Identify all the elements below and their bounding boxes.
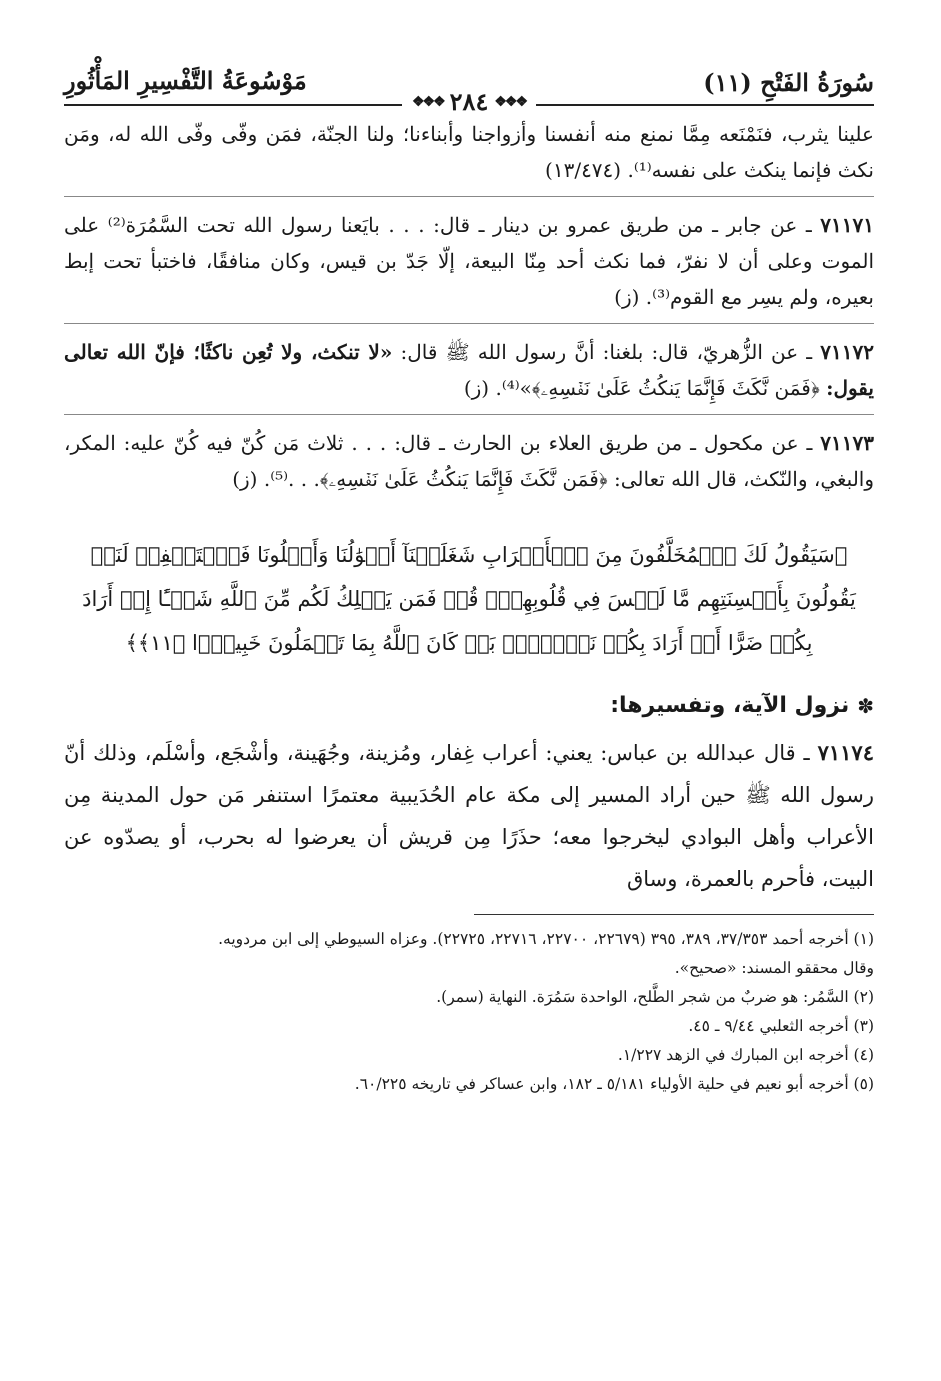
divider bbox=[64, 196, 874, 197]
footnote: (٥) أخرجه أبو نعيم في حلية الأولياء ٥/١٨١ ـ ١٨٢، وابن عساكر في تاريخه ٦٠/٢٢٥. bbox=[354, 1075, 874, 1093]
narration-number: ٧١١٧١ bbox=[820, 213, 874, 237]
narration-text: ـ عن جابر ـ من طريق عمرو بن دينار ـ قال: . . . بايَعنا رسول الله تحت السَّمُرَة⁽²⁾ على الموت وعلى أن لا نفرّ، فما نكث أحد مِنّا البيعة، إلّا جَدّ بن قيس، وكان منافقًا، فاختبأ تحت إبط بعيره، ولم يسِر مع القوم⁽³⁾. (ز) bbox=[64, 213, 874, 309]
book-title: مَوْسُوعَةُ التَّفْسِيرِ المَأْثُورِ bbox=[64, 66, 307, 95]
divider bbox=[64, 414, 874, 415]
narration-text: ـ عن مكحول ـ من طريق العلاء بن الحارث ـ قال: . . . ثلاث مَن كُنّ فيه كُنّ عليه: المكر، والبغي، والنّكث، قال الله تعالى: ﴿فَمَن نَّكَثَ فَإِنَّمَا يَنكُثُ عَلَىٰ نَفۡسِهِۦ﴾. . .⁽⁵⁾. (ز) bbox=[64, 431, 874, 491]
surah-title: سُورَةُ الفَتْحِ (١١) bbox=[703, 68, 874, 97]
page-header bbox=[64, 60, 874, 116]
ornament-right-icon: ❖❖❖ bbox=[494, 93, 526, 110]
narration-number: ٧١١٧٤ bbox=[817, 740, 874, 765]
footnote: (٣) أخرجه الثعلبي ٩/٤٤ ـ ٤٥. bbox=[688, 1017, 874, 1035]
verse-quote: ﴿فَمَن نَّكَثَ فَإِنَّمَا يَنكُثُ عَلَىٰ نَفۡسِهِۦ﴾»⁽⁴⁾. (ز) bbox=[463, 376, 827, 400]
page-number-box bbox=[402, 87, 536, 116]
book-page bbox=[64, 60, 874, 1099]
footnote: (٤) أخرجه ابن المبارك في الزهد ١/٢٢٧. bbox=[617, 1046, 874, 1064]
paragraph-continuation: علينا يثرب، فنَمْنَعه مِمَّا نمنع منه أنفسنا وأزواجنا وأبناءنا؛ ولنا الجنّة، فمَن وفّى وفّى الله له، ومَن نكث فإنما ينكث على نفسه⁽¹⁾. (١٣/٤٧٤) bbox=[64, 122, 874, 182]
narration-71172 bbox=[64, 334, 874, 406]
narration-text: ـ عن الزُّهريّ، قال: بلغنا: أنَّ رسول الله ﷺ قال: bbox=[392, 340, 821, 364]
hadith-quote: «لا تنكث، ولا تُعِن ناكثًا؛ فإنّ الله تعالى يقول: bbox=[64, 340, 874, 400]
page-number: ٢٨٤ bbox=[449, 87, 489, 116]
narration-number: ٧١١٧٢ bbox=[820, 340, 875, 364]
quran-verse: ﴿سَيَقُولُ لَكَ ٱلۡمُخَلَّفُونَ مِنَ ٱلۡأَعۡرَابِ شَغَلَتۡنَآ أَمۡوَٰلُنَا وَأَهۡلُونَا فَٱسۡتَغۡفِرۡ لَنَاۚ يَقُولُونَ بِأَلۡسِنَتِهِم مَّا لَيۡسَ فِي قُلُوبِهِمۡۚ قُلۡ فَمَن يَمۡلِكُ لَكُم مِّنَ ٱللَّهِ شَيۡـًٔا إِنۡ أَرَادَ بِكُمۡ ضَرًّا أَوۡ أَرَادَ بِكُمۡ نَفۡعَۢاۚ بَلۡ كَانَ ٱللَّهُ بِمَا تَعۡمَلُونَ خَبِيرَۢا ﴿١١﴾﴾ bbox=[82, 543, 856, 655]
footnote: (٢) السَّمُر: هو ضربٌ من شجر الطَّلح، الواحدة سَمُرَة. النهاية (سمر). bbox=[436, 988, 874, 1006]
divider bbox=[64, 323, 874, 324]
narration-71173 bbox=[64, 425, 874, 497]
narration-71171 bbox=[64, 207, 874, 315]
footnote: وقال محققو المسند: «صحيح». bbox=[674, 959, 874, 977]
section-heading-text: نزول الآية، وتفسيرها: bbox=[610, 693, 850, 718]
ornament-left-icon: ❖❖❖ bbox=[412, 93, 444, 110]
narration-number: ٧١١٧٣ bbox=[820, 431, 874, 455]
narration-71174 bbox=[64, 732, 874, 900]
narration-text: ـ قال عبدالله بن عباس: يعني: أعراب غِفار، ومُزينة، وجُهَينة، وأشْجَع، وأسْلَم، وذلك أنّ رسول الله ﷺ حين أراد المسير إلى مكة عام الحُدَيبية معتمرًا استنفر مَن حول المدينة مِن الأعراب وأهل البوادي ليخرجوا معه؛ حذَرًا مِن قريش أن يعرضوا له بحرب، أو يصدّوه عن البيت، فأحرم بالعمرة، وساق bbox=[64, 741, 874, 891]
footnotes bbox=[64, 925, 874, 1099]
footnote: (١) أخرجه أحمد ٣٧/٣٥٣، ٣٨٩، ٣٩٥ (٢٢٦٧٩، ٢٢٧٠٠، ٢٢٧١٦، ٢٢٧٢٥). وعزاه السيوطي إلى ابن مردويه. bbox=[218, 930, 874, 948]
flower-icon: ✽ bbox=[857, 693, 874, 718]
footnote-rule bbox=[474, 914, 874, 915]
section-heading bbox=[64, 693, 874, 718]
